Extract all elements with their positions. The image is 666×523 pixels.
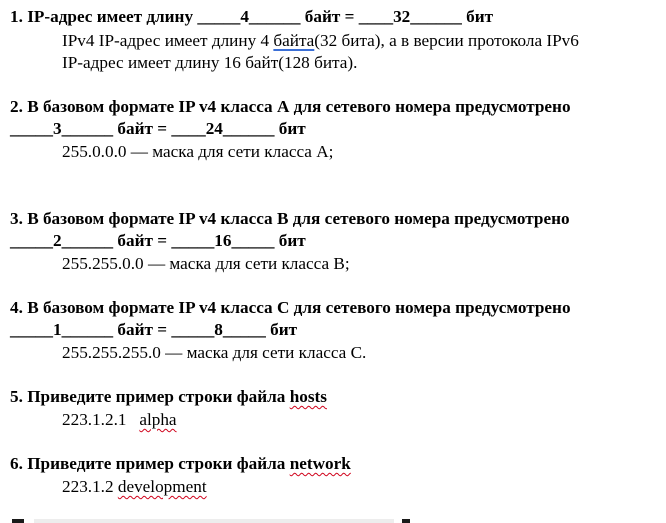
question-5-title (10, 386, 327, 408)
spellcheck-flagged-word: network (289, 454, 351, 473)
question-2-title-line-1: 2. В базовом формате IP v4 класса А для сетевого номера предусмотрено (10, 97, 571, 116)
spellcheck-flagged-word: development (117, 477, 207, 496)
answer-text: 223.1.2 (62, 477, 118, 496)
cut-off-glyph (34, 519, 394, 523)
cut-off-glyph (402, 519, 410, 523)
question-3-title-line-1: 3. В базовом формате IP v4 класса В для сетевого номера предусмотрено (10, 209, 570, 228)
question-6-title (10, 453, 351, 475)
question-4-title-line-2: _____1______ байт = _____8_____ бит (10, 320, 298, 339)
spellcheck-flagged-word: alpha (139, 410, 177, 429)
cut-off-glyph (12, 519, 24, 523)
grammar-flagged-word: байта (273, 31, 315, 50)
question-3-answer: 255.255.0.0 — маска для сети класса В; (62, 254, 350, 273)
question-text: 5. Приведите пример строки файла (10, 387, 290, 406)
question-1-title: 1. IP-адрес имеет длину _____4______ байт = ____32______ бит (10, 7, 494, 26)
question-6-answer (62, 476, 207, 498)
question-2-title-line-2: _____3______ байт = ____24______ бит (10, 119, 306, 138)
question-2-answer: 255.0.0.0 — маска для сети класса А; (62, 142, 334, 161)
question-4-answer: 255.255.255.0 — маска для сети класса С. (62, 343, 367, 362)
spellcheck-flagged-word: hosts (289, 387, 327, 406)
question-5-answer (62, 409, 177, 431)
answer-text: 223.1.2.1 (62, 410, 140, 429)
question-1-answer-line-2: IP-адрес имеет длину 16 байт(128 бита). (62, 53, 358, 72)
question-text: 6. Приведите пример строки файла (10, 454, 290, 473)
cut-off-next-question (10, 512, 650, 523)
question-4-title-line-1: 4. В базовом формате IP v4 класса С для сетевого номера предусмотрено (10, 298, 571, 317)
answer-text: (32 бита), а в версии протокола IPv6 (314, 31, 579, 50)
question-1-answer-line-1 (62, 30, 579, 52)
answer-text: IPv4 IP-адрес имеет длину 4 (62, 31, 274, 50)
question-3-title-line-2: _____2______ байт = _____16_____ бит (10, 231, 306, 250)
